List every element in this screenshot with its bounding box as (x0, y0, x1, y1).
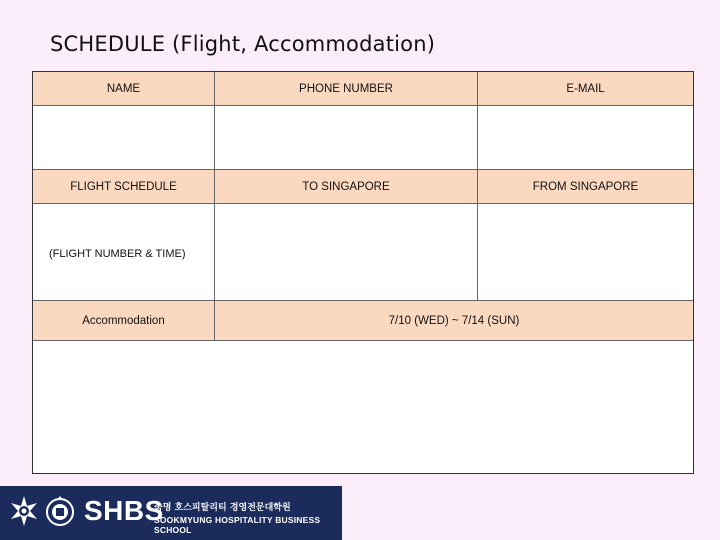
school-seal-icon (44, 495, 76, 527)
from-singapore-label: FROM SINGAPORE (478, 170, 693, 204)
schedule-table (32, 71, 694, 474)
name-value-cell[interactable] (33, 106, 215, 170)
accommodation-details-cell[interactable] (33, 341, 693, 473)
brand-korean-name: 숙명 호스피탈리티 경영전문대학원 (154, 503, 291, 513)
header-email: E-MAIL (478, 72, 693, 106)
brand-name: SHBS (84, 495, 164, 526)
header-phone: PHONE NUMBER (215, 72, 478, 106)
accommodation-label: Accommodation (33, 301, 215, 341)
from-singapore-value-cell[interactable] (478, 204, 693, 301)
flight-schedule-label: FLIGHT SCHEDULE (33, 170, 215, 204)
header-name: NAME (33, 72, 215, 106)
flight-number-time-note: (FLIGHT NUMBER & TIME) (49, 248, 186, 260)
to-singapore-value-cell[interactable] (215, 204, 478, 301)
phone-value-cell[interactable] (215, 106, 478, 170)
accommodation-dates: 7/10 (WED) ~ 7/14 (SUN) (215, 301, 693, 341)
brand-english-name: SOOKMYUNG HOSPITALITY BUSINESS SCHOOL (154, 515, 321, 535)
star-emblem-icon (8, 495, 40, 527)
page-title: SCHEDULE (Flight, Accommodation) (50, 32, 436, 56)
email-value-cell[interactable] (478, 106, 693, 170)
school-logo-band (0, 486, 342, 540)
to-singapore-label: TO SINGAPORE (215, 170, 478, 204)
